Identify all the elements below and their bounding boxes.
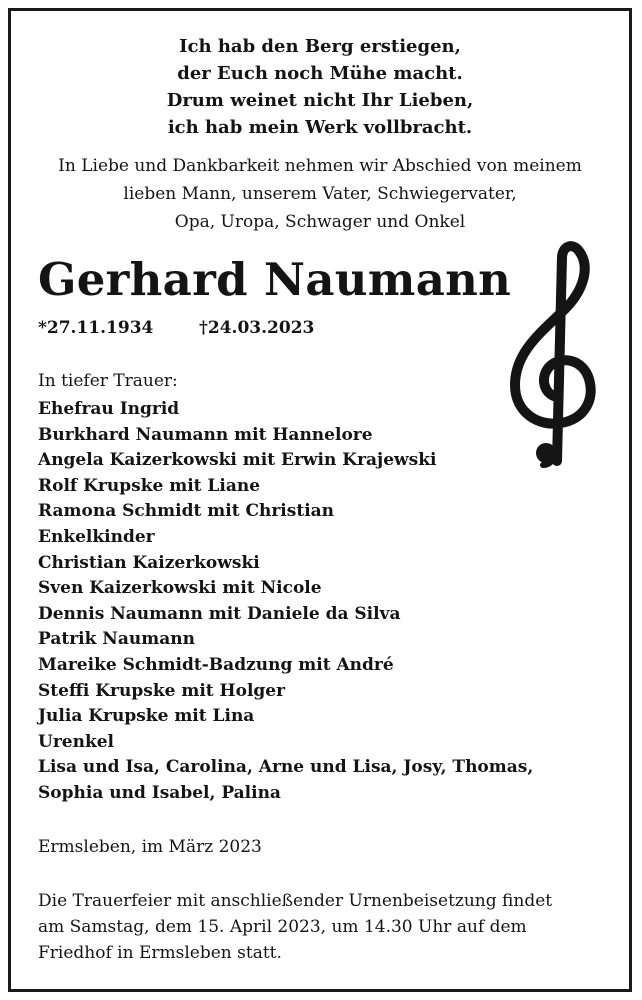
ceremony-line: am Samstag, dem 15. April 2023, um 14.30 Uhr auf dem xyxy=(38,917,527,937)
ceremony-line: Die Trauerfeier mit anschließender Urnenbeisetzung findet xyxy=(38,891,553,911)
poem-line: Ich hab den Berg erstiegen, xyxy=(179,36,461,57)
intro-line: In Liebe und Dankbarkeit nehmen wir Abschied von meinem xyxy=(58,156,582,176)
mourners-label: In tiefer Trauer: xyxy=(38,371,178,391)
place-and-date: Ermsleben, im März 2023 xyxy=(38,837,262,857)
mourner-line: Dennis Naumann mit Daniele da Silva xyxy=(38,603,401,624)
intro-line: lieben Mann, unserem Vater, Schwiegervater, xyxy=(123,184,517,204)
mourner-line: Julia Krupske mit Lina xyxy=(38,706,255,727)
mourner-line: Lisa und Isa, Carolina, Arne und Lisa, Josy, Thomas, xyxy=(38,757,534,778)
mourner-line: Patrik Naumann xyxy=(38,629,195,650)
mourner-line: Ramona Schmidt mit Christian xyxy=(38,501,335,522)
mourner-line: Sven Kaizerkowski mit Nicole xyxy=(38,578,322,599)
intro-line: Opa, Uropa, Schwager und Onkel xyxy=(174,212,466,232)
mourner-line: Rolf Krupske mit Liane xyxy=(38,475,261,496)
intro-text xyxy=(11,152,629,236)
mourner-line: Steffi Krupske mit Holger xyxy=(38,680,286,701)
mourner-line: Angela Kaizerkowski mit Erwin Krajewski xyxy=(38,450,437,471)
obituary-frame xyxy=(8,8,632,992)
mourner-line: Ehefrau Ingrid xyxy=(38,399,180,419)
poem-line: ich hab mein Werk vollbracht. xyxy=(167,117,473,138)
poem-line: Drum weinet nicht Ihr Lieben, xyxy=(166,90,474,111)
mourner-line: Sophia und Isabel, Palina xyxy=(38,782,281,803)
mourner-line: Christian Kaizerkowski xyxy=(38,552,260,573)
mourner-line: Mareike Schmidt-Badzung mit André xyxy=(38,654,394,675)
deceased-name: Gerhard Naumann xyxy=(38,253,512,306)
life-dates xyxy=(38,315,315,341)
death-date: †24.03.2023 xyxy=(199,318,315,338)
poem-line: der Euch noch Mühe macht. xyxy=(177,63,463,84)
mourner-line: Enkelkinder xyxy=(38,526,155,547)
ceremony-notice xyxy=(38,888,618,966)
birth-date: *27.11.1934 xyxy=(38,318,154,338)
poem xyxy=(11,33,629,141)
mourner-line: Urenkel xyxy=(38,731,115,752)
ceremony-line: Friedhof in Ermsleben statt. xyxy=(38,943,282,963)
mourners-list xyxy=(38,397,533,807)
mourner-line: Burkhard Naumann mit Hannelore xyxy=(38,424,373,445)
